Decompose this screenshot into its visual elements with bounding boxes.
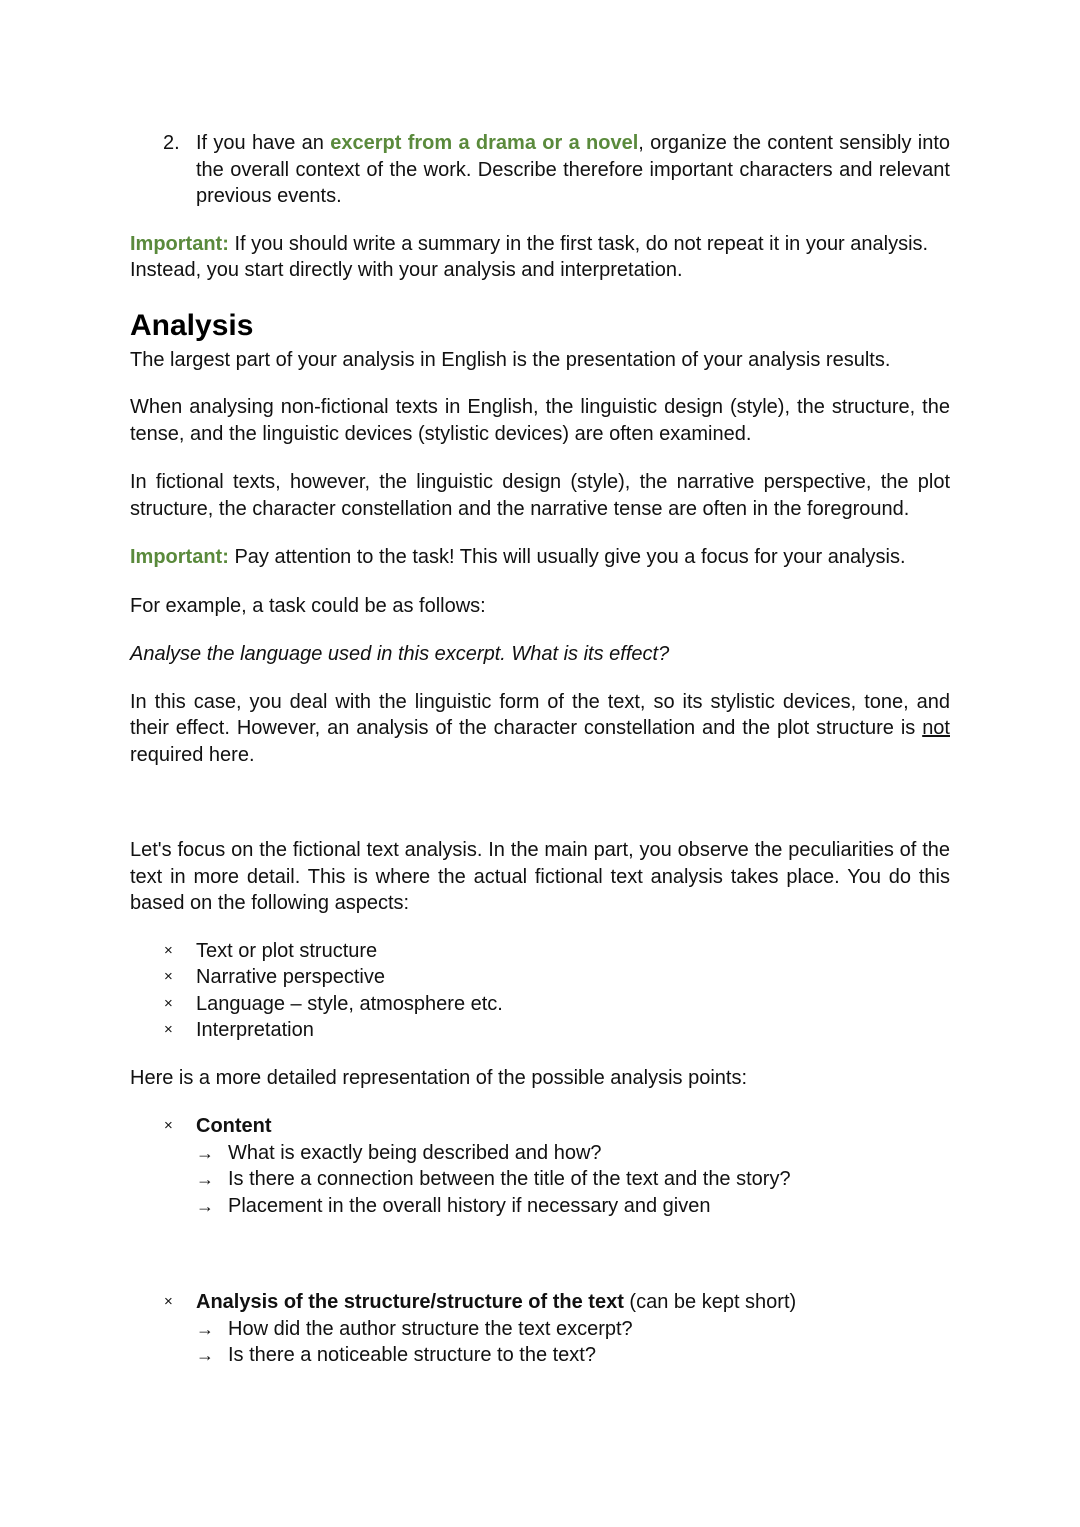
list-item: × Text or plot structure: [196, 938, 950, 965]
x-bullet-icon: ×: [164, 1293, 173, 1310]
focus-paragraph: Let's focus on the fictional text analysis. In the main part, you observe the peculiarities of the text in more detail. This is where the actual fictional text analysis takes place. You do this based on the following aspects:: [130, 839, 950, 914]
structure-note: (can be kept short): [623, 1291, 797, 1313]
sub-point: → Is there a noticeable structure to the text?: [196, 1342, 950, 1369]
list-item-content: [164, 1113, 950, 1219]
document-page: [130, 130, 950, 1369]
x-bullet-icon: ×: [164, 968, 173, 985]
structure-title: Analysis of the structure/structure of the text: [196, 1291, 624, 1313]
important-text: If you should write a summary in the first task, do not repeat it in your analysis. Instead, you start directly with your analysis and interpretation.: [130, 232, 929, 281]
important-label: Important:: [130, 546, 229, 568]
x-bullet-icon: ×: [164, 1117, 173, 1134]
sub-point: → Is there a connection between the title of the text and the story?: [196, 1166, 950, 1193]
structure-list: [130, 1289, 950, 1369]
example-intro: For example, a task could be as follows:: [130, 594, 486, 617]
aspects-list: [130, 938, 950, 1044]
example-task: Analyse the language used in this excerpt. What is its effect?: [130, 643, 670, 665]
item-text-pre: If you have an: [196, 132, 331, 154]
underlined-not: not: [922, 717, 950, 739]
highlight-excerpt: excerpt from a drama or a novel: [330, 132, 639, 154]
analysis-heading: Analysis: [130, 308, 254, 342]
list-item: × Interpretation: [196, 1017, 950, 1044]
arrow-right-icon: →: [196, 1318, 214, 1339]
list-item: × Narrative perspective: [196, 964, 950, 991]
list-item-structure: [164, 1289, 950, 1369]
important-note-summary: [130, 231, 950, 284]
analysis-paragraph-1: The largest part of your analysis in English is the presentation of your analysis results.: [130, 348, 891, 371]
analysis-paragraph-2: When analysing non-fictional texts in English, the linguistic design (style), the structure, the tense, and the linguistic devices (stylistic devices) are often examined.: [130, 396, 950, 445]
item-number: 2.: [163, 132, 180, 154]
important-label: Important:: [130, 232, 229, 255]
item-text-post: , organize the content sensibly into the overall context of the work. Describe therefore important characters and relevant previous events.: [196, 132, 951, 207]
x-bullet-icon: ×: [164, 994, 173, 1012]
arrow-right-icon: →: [196, 1195, 214, 1216]
important-text: Pay attention to the task! This will usually give you a focus for your analysis.: [228, 546, 906, 568]
content-title: Content: [196, 1115, 272, 1137]
sub-point: → Placement in the overall history if necessary and given: [196, 1193, 950, 1220]
numbered-item-2: [130, 130, 950, 210]
arrow-right-icon: →: [196, 1345, 214, 1365]
x-bullet-icon: ×: [164, 1021, 173, 1038]
analysis-paragraph-4: [130, 689, 950, 769]
p4-end: required here.: [130, 743, 255, 766]
important-note-task: [130, 544, 950, 571]
arrow-right-icon: →: [196, 1142, 214, 1163]
sub-point: → How did the author structure the text excerpt?: [196, 1316, 950, 1343]
content-list: [130, 1113, 950, 1219]
x-bullet-icon: ×: [164, 941, 173, 959]
p4-main: In this case, you deal with the linguistic form of the text, so its stylistic devices, tone, and their effect. However, an analysis of the character constellation and the plot structure is: [130, 690, 950, 739]
detailed-intro: Here is a more detailed representation of the possible analysis points:: [130, 1066, 748, 1089]
arrow-right-icon: →: [196, 1169, 214, 1189]
sub-point: → What is exactly being described and how?: [196, 1140, 950, 1167]
list-item: × Language – style, atmosphere etc.: [196, 991, 950, 1018]
analysis-paragraph-3: In fictional texts, however, the linguistic design (style), the narrative perspective, the plot structure, the character constellation and the narrative tense are often in the foreground.: [130, 471, 950, 520]
